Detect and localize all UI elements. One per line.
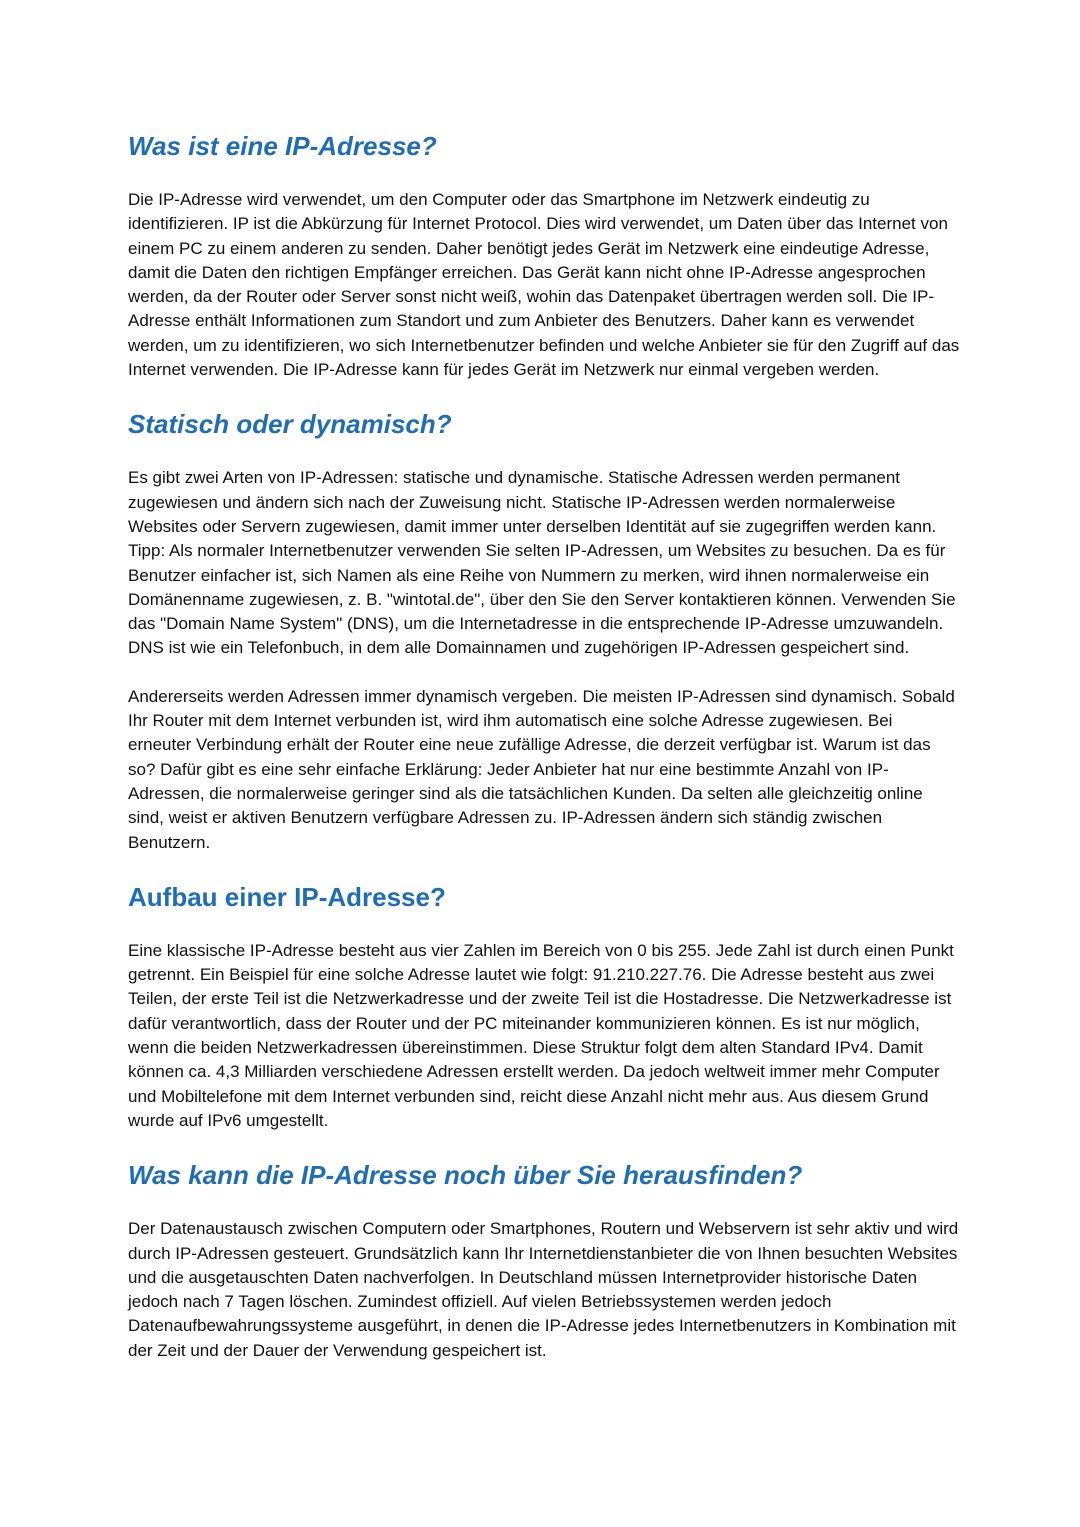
section-heading: Was ist eine IP-Adresse? <box>128 131 437 161</box>
body-paragraph: Es gibt zwei Arten von IP-Adressen: statische und dynamische. Statische Adressen werden permanent zugewiesen und ändern sich nach der Zuweisung nicht. Statische IP-Adressen werden normalerweise Websites oder Servern zugewiesen, damit immer unter derselben Identität auf sie zugegriffen werden kann. Tipp: Als normaler Internetbenutzer verwenden Sie selten IP-Adressen, um Websites zu besuchen. Da es für Benutzer einfacher ist, sich Namen als eine Reihe von Nummern zu merken, wird ihnen normalerweise ein Domänenname zugewiesen, z. B. "wintotal.de", über den Sie den Server kontaktieren können. Verwenden Sie das "Domain Name System" (DNS), um die Internetadresse in die entsprechende IP-Adresse umzuwandeln. DNS ist wie ein Telefonbuch, in dem alle Domainnamen und zugehörigen IP-Adressen gespeichert sind. <box>128 468 956 658</box>
body-paragraph: Der Datenaustausch zwischen Computern oder Smartphones, Routern und Webservern ist sehr aktiv und wird durch IP-Adressen gesteuert. Grundsätzlich kann Ihr Internetdienstanbieter die von Ihnen besuchten Websites und die ausgetauschten Daten nachverfolgen. In Deutschland müssen Internetprovider historische Daten jedoch nach 7 Tagen löschen. Zumindest offiziell. Auf vielen Betriebssystemen werden jedoch Datenaufbewahrungssysteme ausgeführt, in denen die IP-Adresse jedes Internetbenutzers in Kombination mit der Zeit und der Dauer der Verwendung gespeichert ist. <box>128 1219 959 1360</box>
section-aufbau-ip-adresse <box>128 879 960 1133</box>
section-was-kann-ip-herausfinden <box>128 1157 960 1363</box>
section-was-ist-ip-adresse <box>128 128 960 382</box>
body-paragraph: Andererseits werden Adressen immer dynamisch vergeben. Die meisten IP-Adressen sind dynamisch. Sobald Ihr Router mit dem Internet verbunden ist, wird ihm automatisch eine solche Adresse zugewiesen. Bei erneuter Verbindung erhält der Router eine neue zufällige Adresse, die derzeit verfügbar ist. Warum ist das so? Dafür gibt es eine sehr einfache Erklärung: Jeder Anbieter hat nur eine bestimmte Anzahl von IP-Adressen, die normalerweise geringer sind als die tatsächlichen Kunden. Da selten alle gleichzeitig online sind, weist er aktiven Benutzern verfügbare Adressen zu. IP-Adressen ändern sich ständig zwischen Benutzern. <box>128 686 955 852</box>
body-paragraph: Die IP-Adresse wird verwendet, um den Computer oder das Smartphone im Netzwerk eindeutig zu identifizieren. IP ist die Abkürzung für Internet Protocol. Dies wird verwendet, um Daten über das Internet von einem PC zu einem anderen zu senden. Daher benötigt jedes Gerät im Netzwerk eine eindeutige Adresse, damit die Daten den richtigen Empfänger erreichen. Das Gerät kann nicht ohne IP-Adresse angesprochen werden, da der Router oder Server sonst nicht weiß, wohin das Datenpaket übertragen werden soll. Die IP-Adresse enthält Informationen zum Standort und zum Anbieter des Benutzers. Daher kann es verwendet werden, um zu identifizieren, wo sich Internetbenutzer befinden und welche Anbieter sie für den Zugriff auf das Internet verwenden. Die IP-Adresse kann für jedes Gerät im Netzwerk nur einmal vergeben werden. <box>128 190 960 380</box>
section-heading: Aufbau einer IP-Adresse? <box>128 881 446 912</box>
section-heading: Was kann die IP-Adresse noch über Sie herausfinden? <box>128 1160 803 1191</box>
body-paragraph: Eine klassische IP-Adresse besteht aus vier Zahlen im Bereich von 0 bis 255. Jede Zahl ist durch einen Punkt getrennt. Ein Beispiel für eine solche Adresse lautet wie folgt: 91.210.227.76. Die Adresse besteht aus zwei Teilen, der erste Teil ist die Netzwerkadresse und der zweite Teil ist die Hostadresse. Die Netzwerkadresse ist dafür verantwortlich, dass der Router und der PC miteinander kommunizieren können. Es ist nur möglich, wenn die beiden Netzwerkadressen übereinstimmen. Diese Struktur folgt dem alten Standard IPv4. Damit können ca. 4,3 Milliarden verschiedene Adressen erstellt werden. Da jedoch weltweit immer mehr Computer und Mobiltelefone mit dem Internet verbunden sind, reicht diese Anzahl nicht mehr aus. Aus diesem Grund wurde auf IPv6 umgestellt. <box>128 940 954 1130</box>
section-heading: Statisch oder dynamisch? <box>128 409 452 440</box>
section-statisch-dynamisch <box>128 406 960 854</box>
